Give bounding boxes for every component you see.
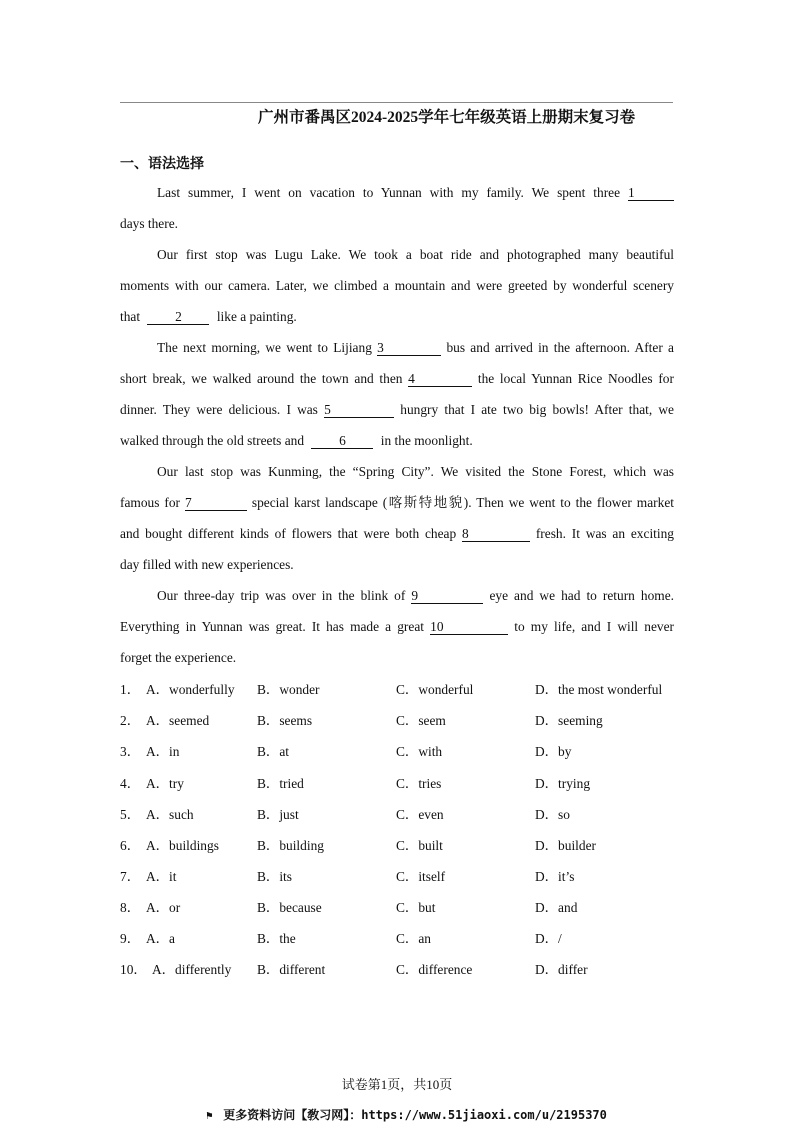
option-b: B．just xyxy=(257,807,299,822)
option-b: B．different xyxy=(257,962,326,977)
passage-line xyxy=(120,525,674,543)
option-d: D．seeming xyxy=(535,713,603,728)
option-d: D．and xyxy=(535,900,578,915)
option-d: D．so xyxy=(535,807,570,822)
passage-text: fresh. It was an exciting xyxy=(535,526,674,541)
question-row xyxy=(120,806,680,824)
passage-text: famous for xyxy=(120,495,180,510)
passage-line: days there. xyxy=(120,216,179,231)
option-c: C．with xyxy=(396,744,443,759)
header-rule xyxy=(120,102,673,103)
passage-line: Our first stop was Lugu Lake. We took a boat ride and photographed many beautiful xyxy=(157,247,674,262)
option-a: A．seemed xyxy=(146,713,210,728)
option-a: A．buildings xyxy=(146,838,219,853)
passage-text: Our three-day trip was over in the blink of xyxy=(157,588,406,603)
passage-line xyxy=(157,184,674,202)
option-d: D．it’s xyxy=(535,869,575,884)
option-c: C．wonderful xyxy=(396,682,474,697)
question-row xyxy=(120,899,680,917)
passage-text: Last summer, I went on vacation to Yunnan with my family. We spent three xyxy=(157,185,621,200)
option-d: D．trying xyxy=(535,776,591,791)
question-row xyxy=(120,743,680,761)
passage-line xyxy=(120,370,674,388)
question-number: 1． xyxy=(120,682,141,697)
question-number: 2． xyxy=(120,713,141,728)
option-b: B．tried xyxy=(257,776,304,791)
blank-5: 5 xyxy=(324,403,394,418)
section-title: 一、语法选择 xyxy=(120,157,204,172)
passage-text: eye and we had to return home. xyxy=(489,588,674,603)
question-row xyxy=(120,775,680,793)
passage-line xyxy=(157,587,674,605)
blank-8: 8 xyxy=(462,527,530,542)
question-number: 6． xyxy=(120,838,141,853)
passage-text: walked through the old streets and xyxy=(120,433,305,448)
question-number: 10． xyxy=(120,962,147,977)
option-b: B．because xyxy=(257,900,322,915)
passage-line xyxy=(157,339,674,357)
passage-line xyxy=(120,618,674,636)
passage-text: The next morning, we went to Lijiang xyxy=(157,340,372,355)
option-c: C．difference xyxy=(396,962,473,977)
passage-text: short break, we walked around the town and then xyxy=(120,371,403,386)
option-d: D．differ xyxy=(535,962,588,977)
passage-text: like a painting. xyxy=(216,309,297,324)
banner-link[interactable]: 更多资料访问【敎习网】：https://www.51jiaoxi.com/u/2195370 xyxy=(223,1108,607,1122)
option-b: B．its xyxy=(257,869,292,884)
blank-4: 4 xyxy=(408,372,472,387)
passage-line: moments with our camera. Later, we climbed a mountain and were greeted by wonderful scenery xyxy=(120,278,674,293)
option-a: A．it xyxy=(146,869,177,884)
option-d: D．by xyxy=(535,744,572,759)
passage-line xyxy=(120,494,674,512)
option-d: D．/ xyxy=(535,931,562,946)
question-row xyxy=(120,961,680,979)
passage-line: Our last stop was Kunming, the “Spring City”. We visited the Stone Forest, which was xyxy=(157,464,674,479)
question-number: 3． xyxy=(120,744,141,759)
question-row xyxy=(120,712,680,730)
footer-banner[interactable] xyxy=(206,1106,607,1123)
question-number: 7． xyxy=(120,869,141,884)
option-a: A．differently xyxy=(152,962,232,977)
passage-text: bus and arrived in the afternoon. After a xyxy=(446,340,674,355)
page-title: 广州市番禺区2024-2025学年七年级英语上册期末复习卷 xyxy=(258,109,636,126)
blank-2: 2 xyxy=(147,310,209,325)
option-b: B．the xyxy=(257,931,296,946)
option-c: C．but xyxy=(396,900,436,915)
option-c: C．an xyxy=(396,931,431,946)
blank-10: 10 xyxy=(430,620,508,635)
option-b: B．building xyxy=(257,838,324,853)
question-row xyxy=(120,930,680,948)
blank-7: 7 xyxy=(185,496,247,511)
option-c: C．built xyxy=(396,838,443,853)
passage-text: dinner. They were delicious. I was xyxy=(120,402,318,417)
passage-text: special karst landscape (喀斯特地貌). Then we went to the flower market xyxy=(251,495,674,510)
passage-text: and bought different kinds of flowers that were both cheap xyxy=(120,526,457,541)
option-a: A．wonderfully xyxy=(146,682,235,697)
option-a: A．a xyxy=(146,931,176,946)
blank-6: 6 xyxy=(311,434,373,449)
passage-text: hungry that I ate two big bowls! After that, we xyxy=(400,402,674,417)
option-c: C．even xyxy=(396,807,444,822)
option-a: A．or xyxy=(146,900,181,915)
option-a: A．try xyxy=(146,776,184,791)
option-d: D．builder xyxy=(535,838,596,853)
question-row xyxy=(120,868,680,886)
passage-text: to my life, and I will never xyxy=(514,619,674,634)
option-c: C．seem xyxy=(396,713,446,728)
question-number: 8． xyxy=(120,900,141,915)
passage-line xyxy=(120,401,674,419)
blank-1: 1 xyxy=(628,186,674,201)
question-number: 5． xyxy=(120,807,141,822)
flag-icon: ⚑ xyxy=(206,1109,213,1122)
page-number: 试卷第1页，共10页 xyxy=(341,1077,453,1092)
option-d: D．the most wonderful xyxy=(535,682,663,697)
blank-3: 3 xyxy=(377,341,441,356)
passage-text: that xyxy=(120,309,141,324)
option-b: B．seems xyxy=(257,713,313,728)
option-c: C．itself xyxy=(396,869,446,884)
option-c: C．tries xyxy=(396,776,442,791)
option-b: B．wonder xyxy=(257,682,320,697)
passage-text: the local Yunnan Rice Noodles for xyxy=(477,371,674,386)
question-row xyxy=(120,681,680,699)
passage-text: Everything in Yunnan was great. It has made a great xyxy=(120,619,424,634)
passage-text: in the moonlight. xyxy=(380,433,473,448)
question-row xyxy=(120,837,680,855)
passage-line xyxy=(120,308,674,326)
blank-9: 9 xyxy=(411,589,483,604)
option-a: A．such xyxy=(146,807,194,822)
question-number: 4． xyxy=(120,776,141,791)
passage-line: day filled with new experiences. xyxy=(120,557,294,572)
question-number: 9． xyxy=(120,931,141,946)
passage-line xyxy=(120,432,674,450)
option-b: B．at xyxy=(257,744,289,759)
option-a: A．in xyxy=(146,744,180,759)
passage-line: forget the experience. xyxy=(120,650,237,665)
